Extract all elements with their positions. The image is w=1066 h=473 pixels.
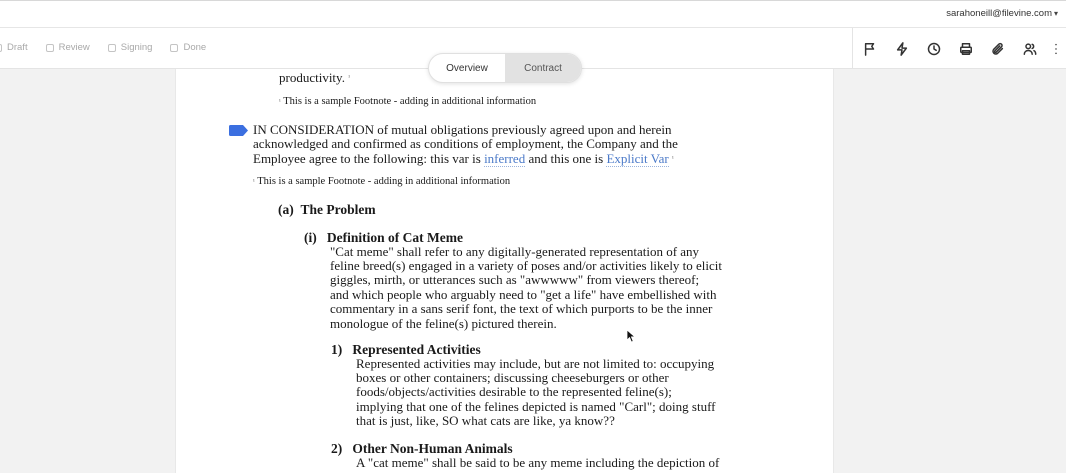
section-2-line: A "cat meme" shall be said to be any meme including the depiction of	[356, 454, 720, 470]
people-icon[interactable]	[1021, 40, 1039, 58]
paperclip-icon[interactable]	[989, 40, 1007, 58]
section-number: (i)	[304, 230, 317, 245]
status-draft[interactable]	[0, 42, 28, 53]
section-title: The Problem	[300, 202, 376, 217]
section-1-line: boxes or other containers; discussing cheeseburgers or other	[356, 369, 669, 385]
section-title: Other Non-Human Animals	[352, 441, 513, 456]
flag-icon[interactable]	[861, 40, 879, 58]
paragraph-text: productivity.	[279, 70, 345, 85]
section-1-line: implying that one of the felines depicted is named "Carl"; doing stuff	[356, 398, 716, 414]
section-heading-a	[278, 202, 376, 218]
paragraph-text: Employee agree to the following: this var is	[253, 150, 481, 166]
section-1-line: foods/objects/activities desirable to the represented feline(s);	[356, 384, 672, 400]
more-icon[interactable]	[1053, 40, 1059, 58]
footnote-text: This is a sample Footnote - adding in additional information	[283, 96, 537, 107]
printer-icon[interactable]	[957, 40, 975, 58]
variable-inferred[interactable]: inferred	[484, 150, 526, 166]
section-1-line: Represented activities may include, but are not limited to: occupying	[356, 355, 715, 371]
tab-overview[interactable]: Overview	[446, 62, 488, 74]
footnote-marker[interactable]: ¹	[671, 155, 674, 162]
section-i-line: and which people who arguably need to "get a life" have embellished with	[330, 286, 717, 302]
mouse-cursor-icon	[626, 329, 636, 343]
tag-marker-icon[interactable]	[229, 125, 248, 136]
user-menu[interactable]	[946, 8, 1058, 19]
document-page	[175, 69, 834, 473]
footnote-marker: ¹	[279, 99, 281, 105]
user-email: sarahoneill@filevine.com	[946, 8, 1052, 19]
chevron-down-icon: ▾	[1053, 9, 1058, 18]
section-i-line: feline breed(s) engaged in a variety of poses and/or activities likely to elicit	[330, 257, 723, 273]
status-label: Done	[183, 42, 207, 53]
top-bar	[0, 0, 1066, 28]
lightning-icon[interactable]	[893, 40, 911, 58]
section-number: 2)	[331, 441, 343, 456]
section-i-line: commentary in a sans serif font, the text of which purports to be the inner	[330, 301, 713, 317]
section-i-line: "Cat meme" shall refer to any digitally-generated representation of any	[330, 243, 700, 259]
paragraph-fragment	[279, 71, 350, 85]
section-i-line: giggles, mirth, or utterances such as "awwwww" from viewers thereof;	[330, 272, 700, 288]
variable-explicit[interactable]: Explicit Var	[606, 150, 669, 166]
checkbox-icon	[170, 44, 178, 52]
section-number: (a)	[278, 202, 294, 217]
paragraph-text: and this one is	[528, 150, 604, 166]
consideration-line-1: IN CONSIDERATION of mutual obligations previously agreed upon and herein	[253, 122, 672, 137]
section-title: Represented Activities	[352, 342, 481, 357]
footnote	[253, 176, 510, 188]
consideration-line-3	[253, 152, 674, 166]
section-title: Definition of Cat Meme	[326, 230, 463, 245]
status-review[interactable]	[46, 42, 90, 53]
status-steps	[0, 42, 206, 53]
checkbox-icon	[0, 44, 2, 52]
status-label: Signing	[120, 42, 153, 53]
footnote-text: This is a sample Footnote - adding in additional information	[257, 176, 511, 187]
document-tools	[852, 28, 1059, 69]
footnote-marker[interactable]: ¹	[348, 75, 351, 81]
status-done[interactable]	[170, 42, 206, 53]
consideration-line-2: acknowledged and confirmed as conditions of employment, the Company and the	[253, 136, 678, 152]
section-1-line: that is just, like, SO what cats are like, ya know??	[356, 413, 615, 429]
footnote-marker: ¹	[253, 179, 255, 185]
section-i-line: monologue of the feline(s) pictured therein.	[330, 315, 557, 331]
status-signing[interactable]	[108, 42, 153, 53]
checkbox-icon	[46, 44, 54, 52]
clock-icon[interactable]	[925, 40, 943, 58]
checkbox-icon	[108, 44, 116, 52]
status-label: Review	[58, 42, 90, 53]
tab-contract[interactable]: Contract	[505, 54, 581, 82]
view-toggle	[428, 53, 582, 83]
section-number: 1)	[331, 342, 343, 357]
status-label: Draft	[7, 42, 28, 53]
footnote	[279, 96, 536, 108]
